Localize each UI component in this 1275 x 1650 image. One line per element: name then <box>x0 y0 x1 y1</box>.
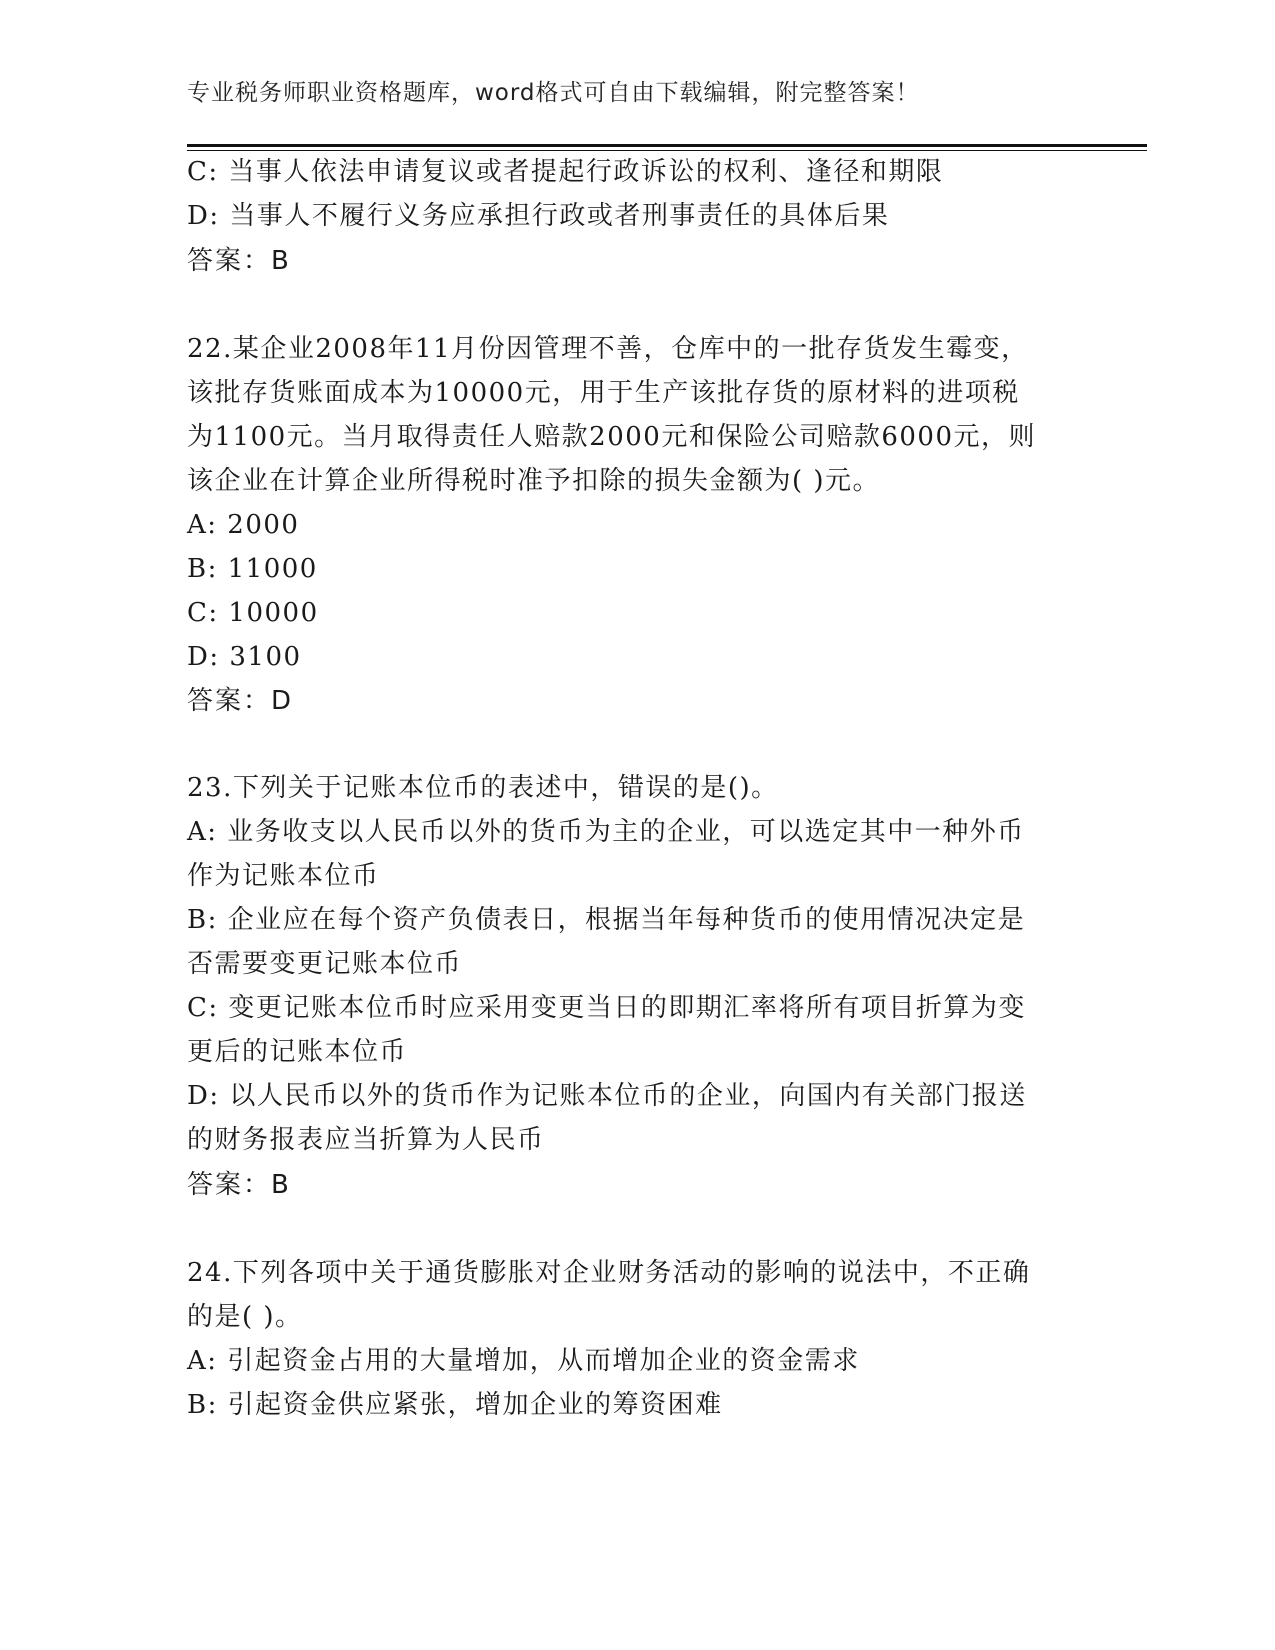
q21-answer: 答案：B <box>187 246 291 276</box>
q23-option-d-line1: D: 以人民币以外的货币作为记账本位币的企业，向国内有关部门报送 <box>187 1081 1027 1111</box>
q23-option-a-line1: A: 业务收支以人民币以外的货币为主的企业，可以选定其中一种外币 <box>187 817 1025 847</box>
header-divider-thin <box>187 150 1147 151</box>
header-divider-thick <box>187 144 1147 147</box>
q22-stem-line4: 该企业在计算企业所得税时准予扣除的损失金额为( )元。 <box>187 466 881 496</box>
q24-stem-line1: 24.下列各项中关于通货膨胀对企业财务活动的影响的说法中，不正确 <box>187 1258 1031 1288</box>
q23-answer: 答案：B <box>187 1170 291 1200</box>
q22-answer: 答案：D <box>187 686 294 716</box>
q24-option-a: A: 引起资金占用的大量增加，从而增加企业的资金需求 <box>187 1346 860 1376</box>
q24-option-b: B: 引起资金供应紧张，增加企业的筹资困难 <box>187 1390 723 1420</box>
q22-option-a: A: 2000 <box>187 510 300 540</box>
q21-option-c: C: 当事人依法申请复议或者提起行政诉讼的权利、逢径和期限 <box>187 157 944 187</box>
q23-option-c-line2: 更后的记账本位币 <box>187 1037 408 1067</box>
q22-stem-line3: 为1100元。当月取得责任人赔款2000元和保险公司赔款6000元，则 <box>187 422 1037 452</box>
page-header-text: 专业税务师职业资格题库，word格式可自由下载编辑，附完整答案！ <box>187 80 920 106</box>
q22-stem-line1: 22.某企业2008年11月份因管理不善，仓库中的一批存货发生霉变， <box>187 334 1029 364</box>
q23-option-a-line2: 作为记账本位币 <box>187 861 380 891</box>
q22-stem-line2: 该批存货账面成本为10000元，用于生产该批存货的原材料的进项税 <box>187 378 1020 408</box>
q22-option-b: B: 11000 <box>187 554 318 584</box>
q23-option-c-line1: C: 变更记账本位币时应采用变更当日的即期汇率将所有项目折算为变 <box>187 993 1026 1023</box>
q23-stem: 23.下列关于记账本位币的表述中，错误的是()。 <box>187 773 779 803</box>
q24-stem-line2: 的是( )。 <box>187 1302 303 1332</box>
q23-option-b-line2: 否需要变更记账本位币 <box>187 949 463 979</box>
q23-option-d-line2: 的财务报表应当折算为人民币 <box>187 1125 545 1155</box>
q22-option-d: D: 3100 <box>187 642 302 672</box>
q21-option-d: D: 当事人不履行义务应承担行政或者刑事责任的具体后果 <box>187 201 890 231</box>
q22-option-c: C: 10000 <box>187 598 319 628</box>
q23-option-b-line1: B: 企业应在每个资产负债表日，根据当年每种货币的使用情况决定是 <box>187 905 1026 935</box>
